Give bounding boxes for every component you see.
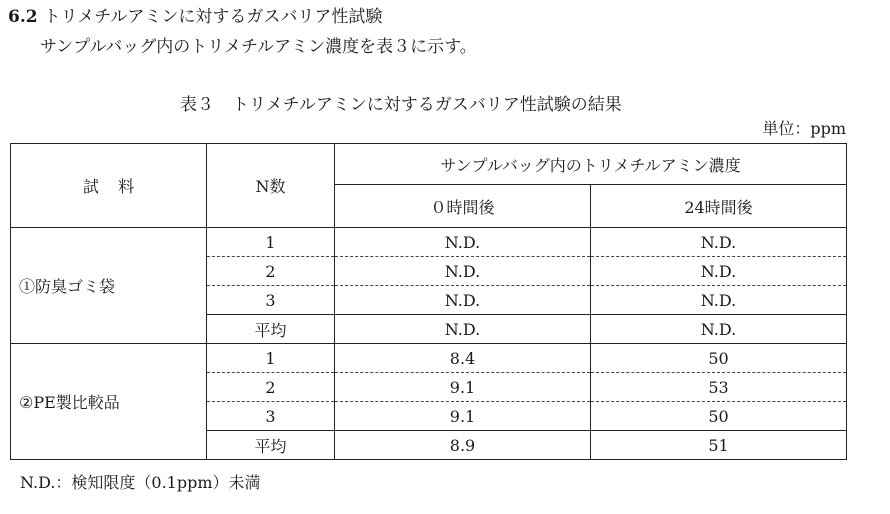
header-24h: 24時間後: [591, 185, 847, 228]
section-number: 6.2: [8, 7, 38, 27]
table-caption-title: トリメチルアミンに対するガスバリア性試験の結果: [232, 95, 622, 115]
results-table: [10, 143, 847, 460]
n-cell: 1: [207, 228, 335, 257]
table-caption: [180, 90, 622, 115]
value-0h: N.D.: [335, 257, 591, 286]
header-sample: 試料: [11, 144, 207, 228]
header-0h: ０時間後: [335, 185, 591, 228]
n-cell: 3: [207, 402, 335, 431]
value-0h: N.D.: [335, 315, 591, 344]
value-0h: 9.1: [335, 402, 591, 431]
intro-text: サンプルバッグ内のトリメチルアミン濃度を表３に示す。: [40, 37, 477, 57]
value-0h: 8.4: [335, 344, 591, 373]
table-row: [11, 228, 847, 257]
value-0h: 8.9: [335, 431, 591, 460]
unit-label: 単位：ppm: [762, 119, 846, 138]
value-24h: N.D.: [591, 286, 847, 315]
value-0h: N.D.: [335, 228, 591, 257]
sample-name: ②PE製比較品: [11, 344, 207, 460]
value-0h: N.D.: [335, 286, 591, 315]
section-heading: [8, 2, 382, 27]
value-24h: 50: [591, 344, 847, 373]
value-0h: 9.1: [335, 373, 591, 402]
table-row: [11, 344, 847, 373]
table-caption-label: 表３: [180, 95, 214, 115]
header-n: N数: [207, 144, 335, 228]
value-24h: N.D.: [591, 315, 847, 344]
n-cell: 平均: [207, 431, 335, 460]
sample-name: ①防臭ゴミ袋: [11, 228, 207, 344]
header-concentration-group: サンプルバッグ内のトリメチルアミン濃度: [335, 144, 847, 185]
n-cell: 2: [207, 373, 335, 402]
n-cell: 2: [207, 257, 335, 286]
value-24h: N.D.: [591, 257, 847, 286]
header-row: [11, 144, 847, 185]
value-24h: 53: [591, 373, 847, 402]
section-title: トリメチルアミンに対するガスバリア性試験: [43, 7, 383, 27]
n-cell: 3: [207, 286, 335, 315]
n-cell: 平均: [207, 315, 335, 344]
footnote: N.D.：検知限度（0.1ppm）未満: [20, 473, 261, 492]
value-24h: 50: [591, 402, 847, 431]
value-24h: N.D.: [591, 228, 847, 257]
value-24h: 51: [591, 431, 847, 460]
n-cell: 1: [207, 344, 335, 373]
